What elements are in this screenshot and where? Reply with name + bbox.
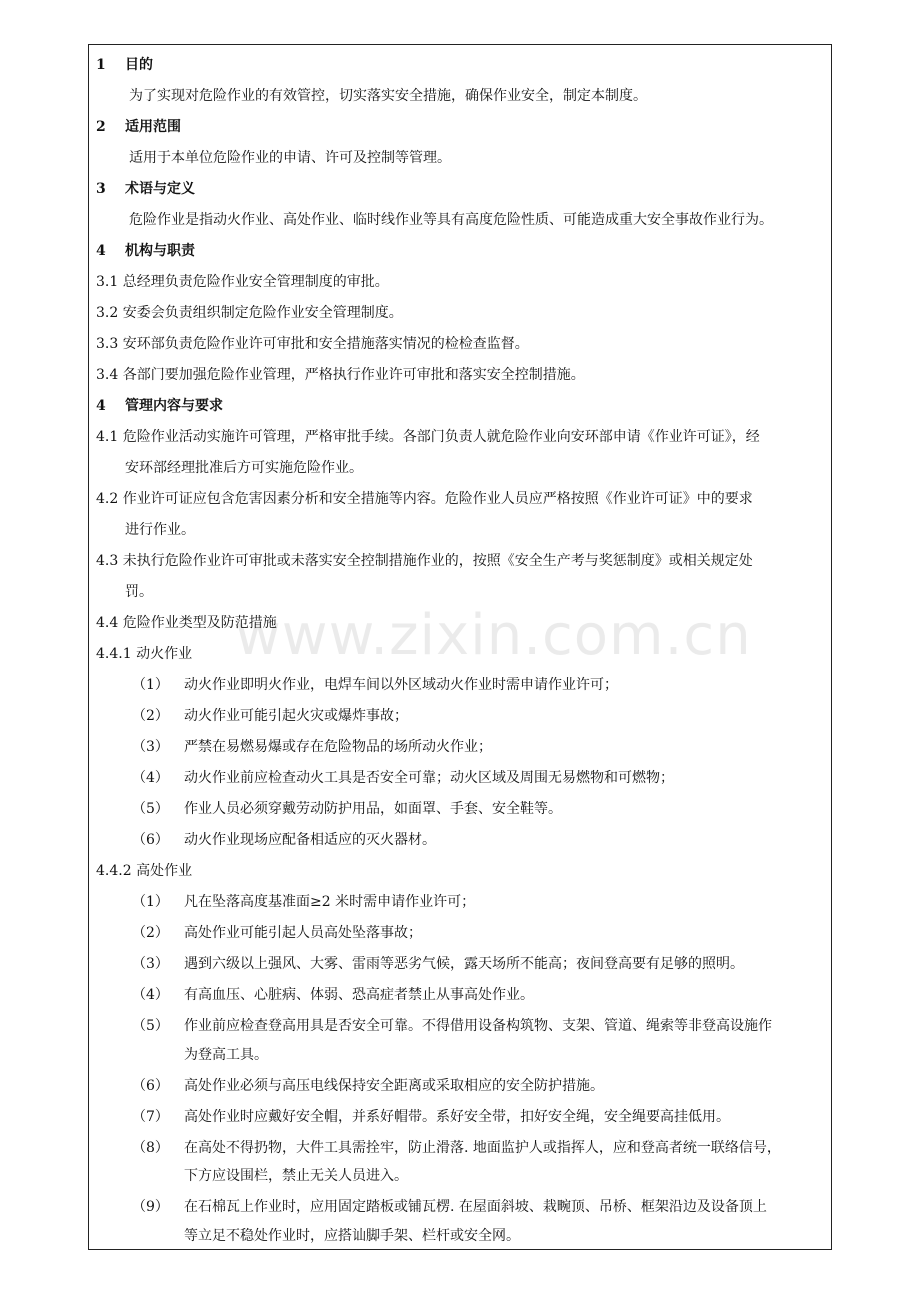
height-work-title: 4.4.2 高处作业	[96, 863, 193, 879]
clause-4-2-line-1: 4.2 作业许可证应包含危害因素分析和安全措施等内容。危险作业人员应严格按照《作业许可证》中的要求	[96, 491, 753, 507]
fire-item-text: 作业人员必须穿戴劳动防护用品，如面罩、手套、安全鞋等。	[184, 801, 562, 817]
section-1-number: 1	[96, 57, 106, 73]
fire-item-text: 动火作业前应检查动火工具是否安全可靠；动火区域及周围无易燃物和可燃物；	[184, 770, 674, 786]
duty-item: 3.3 安环部负责危险作业许可审批和安全措施落实情况的检检查监督。	[96, 336, 529, 352]
height-item-text: 有高血压、心脏病、体弱、恐高症者禁止从事高处作业。	[184, 987, 534, 1003]
height-item-number: （8）	[132, 1140, 169, 1156]
section-3-number: 3	[96, 181, 106, 197]
height-item-text: 作业前应检查登高用具是否安全可靠。不得借用设备构筑物、支架、管道、绳索等非登高设施作	[184, 1018, 772, 1034]
fire-item-number: （3）	[132, 739, 169, 755]
height-item-number: （1）	[132, 894, 169, 910]
duty-item: 3.1 总经理负责危险作业安全管理制度的审批。	[96, 274, 389, 290]
height-item-text: 高处作业时应戴好安全帽，并系好帽带。系好安全带，扣好安全绳，安全绳要高挂低用。	[184, 1109, 730, 1125]
duty-item: 3.2 安委会负责组织制定危险作业安全管理制度。	[96, 305, 403, 321]
height-item-text: 在石棉瓦上作业时，应用固定踏板或铺瓦楞. 在屋面斜坡、栽畹顶、吊桥、框架沿边及设备顶上	[184, 1199, 767, 1215]
watermark: www.zixin.com.cn	[235, 603, 752, 668]
section-2-title: 适用范围	[125, 119, 181, 135]
height-item-text-continued: 为登高工具。	[184, 1047, 268, 1063]
height-item-text-continued: 等立足不稳处作业时，应搭讪脚手架、栏杆或安全网。	[184, 1228, 520, 1244]
height-item-text: 高处作业可能引起人员高处坠落事故；	[184, 925, 422, 941]
section-5-title: 管理内容与要求	[125, 398, 223, 414]
section-2-body: 适用于本单位危险作业的申请、许可及控制等管理。	[129, 150, 451, 166]
fire-work-title: 4.4.1 动火作业	[96, 646, 193, 662]
section-1-body: 为了实现对危险作业的有效管控，切实落实安全措施，确保作业安全，制定本制度。	[129, 88, 647, 104]
height-item-text: 凡在坠落高度基准面≥2 米时需申请作业许可；	[184, 894, 476, 910]
height-item-number: （6）	[132, 1078, 169, 1094]
height-item-text-continued: 下方应设围栏，禁止无关人员进入。	[184, 1168, 408, 1184]
clause-4-3-line-2: 罚。	[125, 584, 153, 600]
duty-item: 3.4 各部门要加强危险作业管理，严格执行作业许可审批和落实安全控制措施。	[96, 367, 585, 383]
fire-item-text: 动火作业可能引起火灾或爆炸事故；	[184, 708, 408, 724]
section-4-title: 机构与职责	[125, 243, 195, 259]
height-item-number: （9）	[132, 1199, 169, 1215]
fire-item-text: 严禁在易燃易爆或存在危险物品的场所动火作业；	[184, 739, 492, 755]
fire-item-number: （1）	[132, 677, 169, 693]
clause-4-1-line-2: 安环部经理批准后方可实施危险作业。	[125, 460, 363, 476]
fire-item-text: 动火作业现场应配备相适应的灭火器材。	[184, 832, 436, 848]
height-item-text: 遇到六级以上强风、大雾、雷雨等恶劣气候，露天场所不能高；夜间登高要有足够的照明。	[184, 956, 744, 972]
section-4-number: 4	[96, 243, 106, 259]
fire-item-text: 动火作业即明火作业，电焊车间以外区域动火作业时需申请作业许可；	[184, 677, 618, 693]
section-1-title: 目的	[125, 57, 153, 73]
clause-4-1-line-1: 4.1 危险作业活动实施许可管理，严格审批手续。各部门负责人就危险作业向安环部申请《作业许可证》，经	[96, 429, 760, 445]
height-item-number: （2）	[132, 925, 169, 941]
height-item-text: 在高处不得扔物，大件工具需拴牢，防止滑落. 地面监护人或指挥人，应和登高者统一联络信号，	[184, 1140, 781, 1156]
height-item-number: （5）	[132, 1018, 169, 1034]
fire-item-number: （4）	[132, 770, 169, 786]
fire-item-number: （5）	[132, 801, 169, 817]
height-item-text: 高处作业必须与高压电线保持安全距离或采取相应的安全防护措施。	[184, 1078, 604, 1094]
section-5-number: 4	[96, 398, 106, 414]
height-item-number: （7）	[132, 1109, 169, 1125]
height-item-number: （3）	[132, 956, 169, 972]
clause-4-4: 4.4 危险作业类型及防范措施	[96, 615, 277, 631]
fire-item-number: （6）	[132, 832, 169, 848]
height-item-number: （4）	[132, 987, 169, 1003]
fire-item-number: （2）	[132, 708, 169, 724]
section-3-title: 术语与定义	[125, 181, 195, 197]
section-2-number: 2	[96, 119, 106, 135]
clause-4-3-line-1: 4.3 未执行危险作业许可审批或未落实安全控制措施作业的，按照《安全生产考与奖惩制度》或相关规定处	[96, 553, 753, 569]
section-3-body: 危险作业是指动火作业、高处作业、临时线作业等具有高度危险性质、可能造成重大安全事故作业行为。	[129, 212, 773, 228]
clause-4-2-line-2: 进行作业。	[125, 522, 195, 538]
